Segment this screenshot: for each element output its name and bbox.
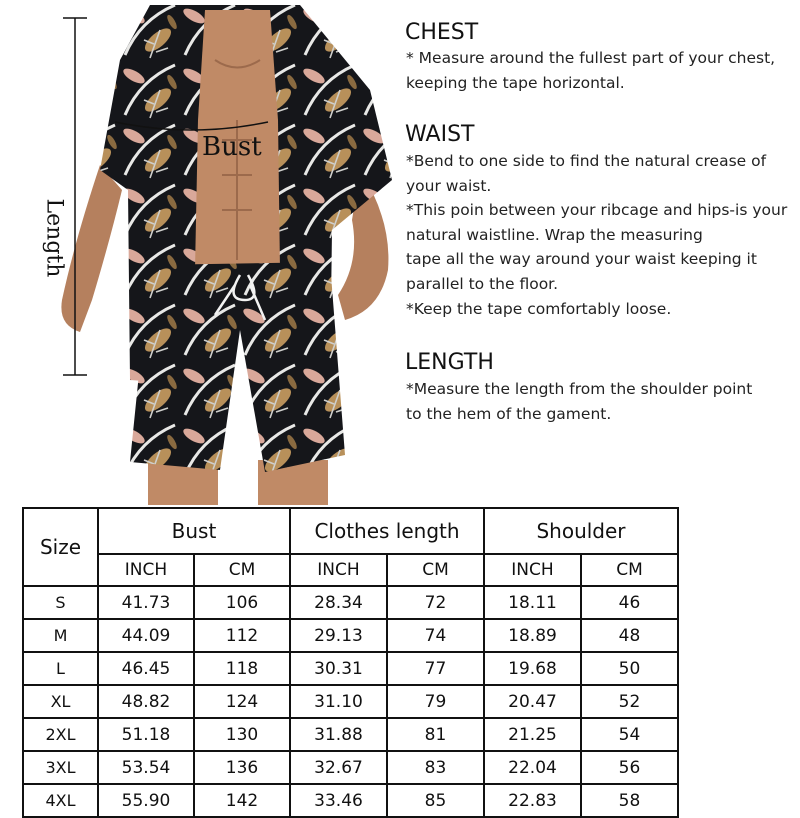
unit-header: CM xyxy=(194,554,290,586)
chest-line: * Measure around the fullest part of your chest, xyxy=(406,49,776,67)
value-cell: 74 xyxy=(387,619,484,652)
value-cell: 136 xyxy=(194,751,290,784)
value-cell: 130 xyxy=(194,718,290,751)
waist-title: WAIST xyxy=(405,122,475,147)
bust-header: Bust xyxy=(98,508,290,554)
value-cell: 30.31 xyxy=(290,652,387,685)
value-cell: 31.10 xyxy=(290,685,387,718)
value-cell: 106 xyxy=(194,586,290,619)
value-cell: 77 xyxy=(387,652,484,685)
table-row xyxy=(23,586,678,619)
waist-line: tape all the way around your waist keeping it xyxy=(406,250,757,269)
size-cell: L xyxy=(23,652,98,685)
unit-header: INCH xyxy=(98,554,194,586)
value-cell: 58 xyxy=(581,784,678,817)
value-cell: 142 xyxy=(194,784,290,817)
waist-description xyxy=(406,149,798,321)
value-cell: 41.73 xyxy=(98,586,194,619)
size-cell: S xyxy=(23,586,98,619)
waist-line: *Bend to one side to find the natural crease of xyxy=(406,152,767,170)
waist-line: natural waistline. Wrap the measuring xyxy=(406,225,703,244)
table-row xyxy=(23,652,678,685)
value-cell: 53.54 xyxy=(98,751,194,784)
value-cell: 55.90 xyxy=(98,784,194,817)
value-cell: 33.46 xyxy=(290,784,387,817)
value-cell: 20.47 xyxy=(484,685,581,718)
length-description xyxy=(406,377,798,426)
value-cell: 83 xyxy=(387,751,484,784)
size-cell: 3XL xyxy=(23,751,98,784)
value-cell: 48.82 xyxy=(98,685,194,718)
unit-header: CM xyxy=(581,554,678,586)
waist-line: parallel to the floor. xyxy=(406,274,559,293)
value-cell: 22.04 xyxy=(484,751,581,784)
value-cell: 46 xyxy=(581,586,678,619)
value-cell: 81 xyxy=(387,718,484,751)
value-cell: 54 xyxy=(581,718,678,751)
value-cell: 46.45 xyxy=(98,652,194,685)
value-cell: 85 xyxy=(387,784,484,817)
clothes-length-header: Clothes length xyxy=(290,508,484,554)
table-row xyxy=(23,784,678,817)
unit-header: CM xyxy=(387,554,484,586)
size-cell: 4XL xyxy=(23,784,98,817)
value-cell: 31.88 xyxy=(290,718,387,751)
length-title: LENGTH xyxy=(405,350,494,375)
value-cell: 18.11 xyxy=(484,586,581,619)
value-cell: 22.83 xyxy=(484,784,581,817)
chest-title: CHEST xyxy=(405,20,479,45)
value-cell: 52 xyxy=(581,685,678,718)
chest-line: keeping the tape horizontal. xyxy=(406,73,625,92)
bust-label: Bust xyxy=(202,132,262,162)
unit-header: INCH xyxy=(484,554,581,586)
size-chart-table xyxy=(22,507,679,818)
shoulder-header: Shoulder xyxy=(484,508,678,554)
value-cell: 79 xyxy=(387,685,484,718)
value-cell: 48 xyxy=(581,619,678,652)
waist-line: your waist. xyxy=(406,176,492,195)
value-cell: 44.09 xyxy=(98,619,194,652)
table-row xyxy=(23,685,678,718)
length-line: *Measure the length from the shoulder point xyxy=(406,380,753,398)
value-cell: 19.68 xyxy=(484,652,581,685)
value-cell: 56 xyxy=(581,751,678,784)
waist-line: *Keep the tape comfortably loose. xyxy=(406,299,672,318)
table-row xyxy=(23,619,678,652)
value-cell: 51.18 xyxy=(98,718,194,751)
value-cell: 29.13 xyxy=(290,619,387,652)
value-cell: 28.34 xyxy=(290,586,387,619)
value-cell: 72 xyxy=(387,586,484,619)
size-cell: 2XL xyxy=(23,718,98,751)
value-cell: 50 xyxy=(581,652,678,685)
size-cell: XL xyxy=(23,685,98,718)
value-cell: 18.89 xyxy=(484,619,581,652)
value-cell: 32.67 xyxy=(290,751,387,784)
size-cell: M xyxy=(23,619,98,652)
value-cell: 124 xyxy=(194,685,290,718)
table-row xyxy=(23,718,678,751)
value-cell: 118 xyxy=(194,652,290,685)
table-row xyxy=(23,751,678,784)
length-label: Length xyxy=(41,198,67,278)
length-line: to the hem of the gament. xyxy=(406,404,612,423)
size-header: Size xyxy=(23,508,98,586)
unit-header: INCH xyxy=(290,554,387,586)
chest-description xyxy=(406,46,798,95)
value-cell: 112 xyxy=(194,619,290,652)
waist-line: *This poin between your ribcage and hips-is your xyxy=(406,201,788,220)
value-cell: 21.25 xyxy=(484,718,581,751)
